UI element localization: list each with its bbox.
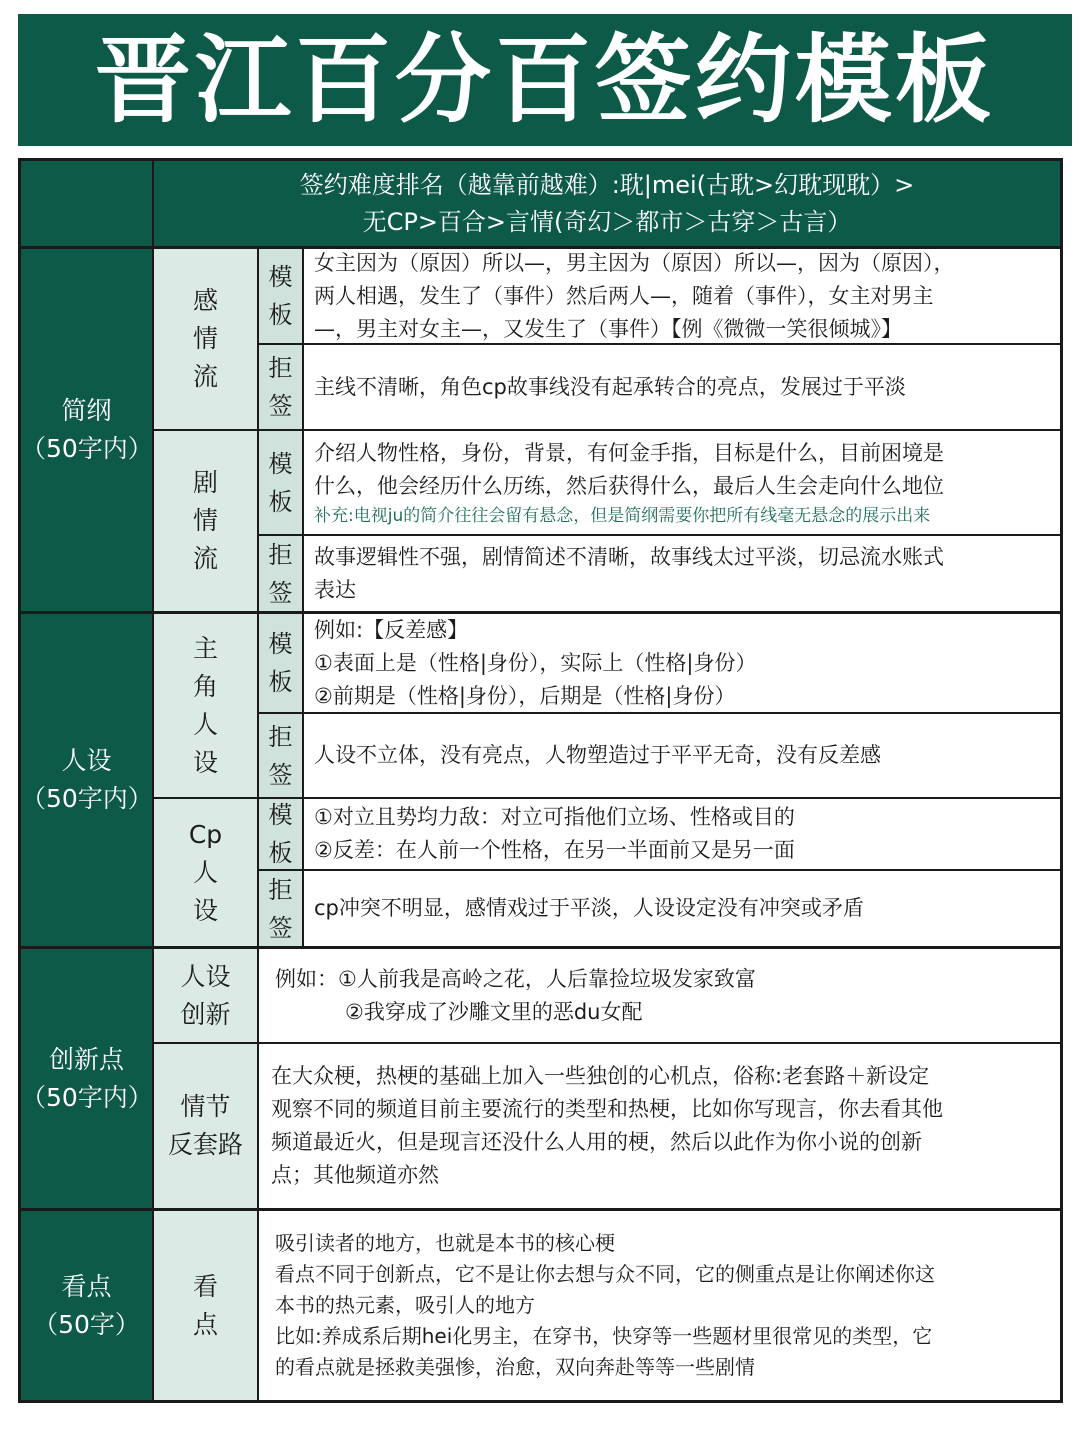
title-banner bbox=[18, 14, 1072, 146]
sub-emotion bbox=[154, 249, 259, 431]
section-character-limit: （50字内） bbox=[21, 784, 153, 813]
section-character-label: 人设 bbox=[61, 746, 112, 775]
sub-plot-label: 剧情流 bbox=[192, 468, 218, 573]
tag-template: 模板 bbox=[259, 249, 304, 345]
sub-plot bbox=[154, 431, 259, 614]
plot-reject: 故事逻辑性不强，剧情简述不清晰，故事线太过平淡，切忌流水账式 表达 bbox=[304, 536, 1060, 614]
sub-cp bbox=[154, 799, 259, 949]
tag-reject: 拒签 bbox=[259, 345, 304, 431]
sub-protagonist-label: 主角人设 bbox=[192, 633, 218, 777]
section-highlight-label: 看点 bbox=[61, 1271, 112, 1301]
emotion-reject: 主线不清晰，角色cp故事线没有起承转合的亮点，发展过于平淡 bbox=[304, 345, 1060, 431]
ranking-line-2: 无CP>百合>言情(奇幻＞都市＞古穿＞古言） bbox=[362, 207, 852, 236]
header-corner bbox=[21, 161, 154, 249]
difficulty-ranking bbox=[154, 161, 1060, 249]
ranking-line-1: 签约难度排名（越靠前越难）:耽|mei(古耽>幻耽现耽）> bbox=[299, 170, 915, 199]
cp-reject: cp冲突不明显，感情戏过于平淡，人设设定没有冲突或矛盾 bbox=[304, 871, 1060, 949]
template-table bbox=[18, 158, 1063, 1403]
section-synopsis-limit: （50字内） bbox=[21, 434, 153, 463]
sub-emotion-label: 感情流 bbox=[192, 286, 218, 391]
page-title: 晋江百分百签约模板 bbox=[95, 24, 995, 136]
tag-template: 模板 bbox=[259, 431, 304, 536]
section-synopsis bbox=[21, 249, 154, 614]
sub-anti-trope: 情节 反套路 bbox=[154, 1044, 259, 1211]
section-innovation-limit: （50字内） bbox=[21, 1082, 153, 1112]
section-highlight bbox=[21, 1211, 154, 1400]
tag-template: 模板 bbox=[259, 799, 304, 871]
section-synopsis-label: 简纲 bbox=[61, 396, 112, 425]
tag-reject: 拒签 bbox=[259, 536, 304, 614]
protagonist-template: 例如:【反差感】 ①表面上是（性格|身份），实际上（性格|身份） ②前期是（性格|身份），后期是（性格|身份） bbox=[304, 614, 1060, 714]
highlight-content: 吸引读者的地方，也就是本书的核心梗 看点不同于创新点，它不是让你去想与众不同，它的侧重点是让你阐述你这 本书的热元素，吸引人的地方 比如:养成系后期hei化男主，在穿书，快穿等一些题材里很常见的类型，它 的看点就是拯救美强惨，治愈，双向奔赴等等一些剧情 bbox=[259, 1211, 1060, 1400]
section-innovation bbox=[21, 949, 154, 1211]
section-character bbox=[21, 614, 154, 949]
cp-template: ①对立且势均力敌：对立可指他们立场、性格或目的 ②反差：在人前一个性格，在另一半面前又是另一面 bbox=[304, 799, 1060, 871]
plot-template: 介绍人物性格，身份，背景，有何金手指，目标是什么，目前困境是 什么，他会经历什么历练，然后获得什么，最后人生会走向什么地位 补充:电视ju的简介往往会留有悬念，但是简纲需要你把所有线毫无悬念的展示出来 bbox=[304, 431, 1060, 536]
tag-template: 模板 bbox=[259, 614, 304, 714]
anti-trope-content: 在大众梗，热梗的基础上加入一些独创的心机点，俗称:老套路＋新设定 观察不同的频道目前主要流行的类型和热梗，比如你写现言，你去看其他 频道最近火，但是现言还没什么人用的梗，然后以此作为你小说的创新 点；其他频道亦然 bbox=[259, 1044, 1060, 1211]
sub-highlight bbox=[154, 1211, 259, 1400]
sub-protagonist bbox=[154, 614, 259, 799]
sub-highlight-label: 看点 bbox=[192, 1271, 218, 1339]
section-innovation-label: 创新点 bbox=[48, 1044, 124, 1074]
tag-reject: 拒签 bbox=[259, 714, 304, 799]
plot-template-note: 补充:电视ju的简介往往会留有悬念，但是简纲需要你把所有线毫无悬念的展示出来 bbox=[314, 505, 931, 526]
section-highlight-limit: （50字） bbox=[33, 1309, 140, 1339]
tag-reject: 拒签 bbox=[259, 871, 304, 949]
emotion-template: 女主因为（原因）所以—，男主因为（原因）所以—，因为（原因）， 两人相遇，发生了（事件）然后两人—，随着（事件），女主对男主 —，男主对女主—，又发生了（事件）【例《微微一笑很倾城》】 bbox=[304, 249, 1060, 345]
protagonist-reject: 人设不立体，没有亮点，人物塑造过于平平无奇，没有反差感 bbox=[304, 714, 1060, 799]
sub-persona-innovation: 人设 创新 bbox=[154, 949, 259, 1044]
persona-innovation-content: 例如：①人前我是高岭之花，人后靠捡垃圾发家致富 ②我穿成了沙雕文里的恶du女配 bbox=[259, 949, 1060, 1044]
sub-cp-label: Cp人设 bbox=[188, 819, 223, 925]
